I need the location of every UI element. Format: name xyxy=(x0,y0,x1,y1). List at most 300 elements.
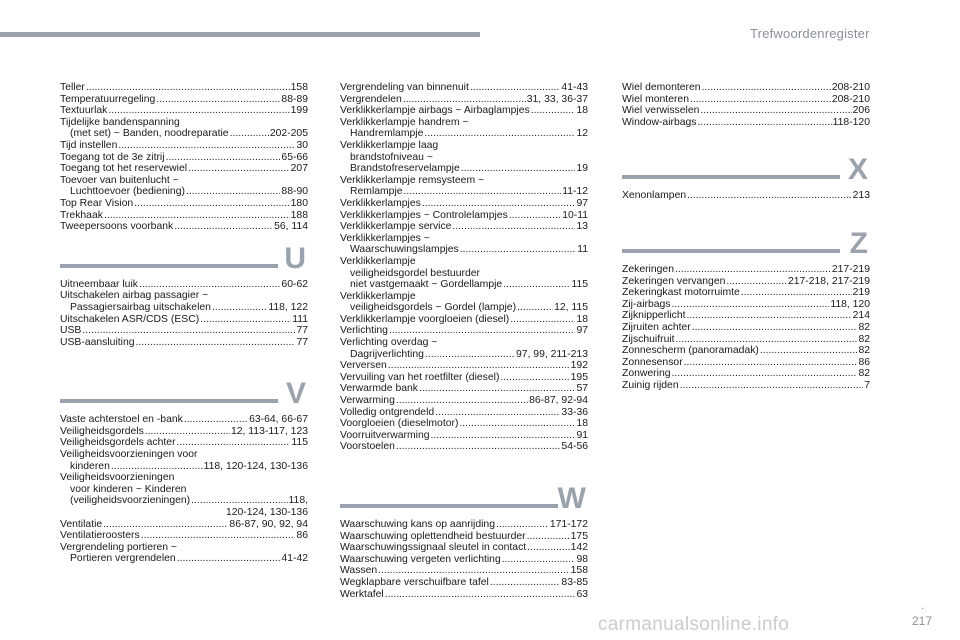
dot-leader xyxy=(470,82,561,94)
index-entry xyxy=(60,414,308,426)
index-entry xyxy=(340,554,588,566)
index-term: Verlichting xyxy=(340,325,388,337)
index-entry xyxy=(60,186,308,198)
index-entry-line: Verklikkerlampjes ~ xyxy=(340,232,430,244)
page-reference: 83-85 xyxy=(561,576,588,588)
page-reference: 217-218, 217-219 xyxy=(787,275,870,287)
index-term: Uitschakelen ASR/CDS (ESC) xyxy=(60,313,200,325)
section-z-letter: Z xyxy=(849,226,868,260)
index-entry xyxy=(340,441,588,453)
index-entry xyxy=(340,519,588,531)
dot-leader xyxy=(141,530,296,542)
page-reference: 188 xyxy=(290,209,308,221)
index-entry xyxy=(60,337,308,349)
index-term: Brandstofreservelampje xyxy=(350,163,460,175)
page-reference: 219 xyxy=(852,287,870,299)
section-x-bar xyxy=(622,175,840,179)
section-u-bar xyxy=(60,264,278,268)
index-term: Passagiersairbag uitschakelen xyxy=(70,301,211,313)
dot-leader xyxy=(139,279,280,291)
index-term: Wiel demonteren xyxy=(622,82,701,93)
page-reference: 30 xyxy=(296,139,308,151)
header-bar xyxy=(0,32,480,37)
dot-leader xyxy=(517,302,553,314)
index-term: (met set) ~ Banden, noodreparatie xyxy=(70,128,229,140)
index-term: Dagrijverlichting xyxy=(350,348,424,360)
index-term: kinderen xyxy=(70,460,110,472)
index-term: Zuinig rijden xyxy=(622,379,679,391)
page-reference: 10-11 xyxy=(562,209,588,221)
page-reference: 18 xyxy=(576,313,588,325)
index-entry xyxy=(340,407,588,419)
index-term: Vergrendelen xyxy=(340,93,402,105)
index-entry xyxy=(60,495,308,507)
index-entry xyxy=(340,314,588,326)
index-entry xyxy=(60,302,308,314)
index-entry xyxy=(340,82,588,94)
section-u-letter: U xyxy=(284,241,306,275)
page-reference: 214 xyxy=(852,310,870,322)
page-reference: 97 xyxy=(576,197,588,209)
dot-leader xyxy=(212,302,267,314)
index-entry-line: Toevoer van buitenlucht ~ xyxy=(60,174,179,186)
dot-leader xyxy=(692,322,858,334)
dot-leader xyxy=(527,542,569,554)
index-entry xyxy=(340,163,588,175)
page-reference: 11-12 xyxy=(562,186,588,198)
page-reference: 88-90 xyxy=(281,186,308,198)
page-reference: 41-43 xyxy=(561,82,588,93)
page-reference: 77 xyxy=(296,336,308,348)
page-reference: 192 xyxy=(570,360,588,372)
index-term: Veiligheidsgordels achter xyxy=(60,437,176,449)
index-entry xyxy=(340,531,588,543)
page-reference: 213 xyxy=(852,190,870,202)
index-entry xyxy=(60,553,308,565)
index-entry-line: Veiligheidsvoorzieningen xyxy=(60,472,175,484)
section-x-letter: X xyxy=(847,153,868,187)
index-entry xyxy=(60,140,308,152)
index-column-1 xyxy=(60,82,308,565)
index-entry xyxy=(60,221,308,233)
index-term: Teller xyxy=(60,82,85,93)
index-term: Tijd instellen xyxy=(60,139,118,151)
entries-v-continued xyxy=(340,82,588,453)
page-reference: 86 xyxy=(296,530,308,542)
dot-leader xyxy=(403,94,526,106)
page-reference: 142 xyxy=(570,542,588,554)
index-term: Toegang tot het reservewiel xyxy=(60,163,188,175)
index-term: Vergrendeling van binnenuit xyxy=(340,82,469,93)
dot-leader xyxy=(396,441,561,453)
page-reference: 82 xyxy=(858,368,870,380)
index-entry xyxy=(340,186,588,198)
page-reference: 171-172 xyxy=(549,519,588,530)
index-entry xyxy=(340,325,588,337)
index-term: Waarschuwing vergeten verlichting xyxy=(340,553,501,565)
dot-leader xyxy=(503,279,570,291)
index-entry xyxy=(622,287,870,299)
index-term: Verversen xyxy=(340,360,387,372)
index-term: Verwarming xyxy=(340,395,395,407)
page-reference: 111 xyxy=(292,313,308,325)
index-entry-line: Verklikkerlampje handrem ~ xyxy=(340,116,469,128)
dot-leader xyxy=(435,407,560,419)
entries-w xyxy=(340,519,588,600)
index-entry xyxy=(340,349,588,361)
index-entry-line: veiligheidsgordel bestuurder xyxy=(350,267,480,279)
index-entry xyxy=(340,372,588,384)
index-term: Wiel monteren xyxy=(622,93,689,105)
dot-leader xyxy=(676,334,858,346)
page-reference: 82 xyxy=(858,321,870,333)
dot-leader xyxy=(136,337,296,349)
page-reference: 19 xyxy=(576,163,588,175)
dot-leader xyxy=(422,198,576,210)
index-term: (veiligheidsvoorzieningen) xyxy=(70,495,191,507)
page-reference: 82 xyxy=(858,333,870,345)
index-column-3 xyxy=(622,82,870,392)
index-term: Trekhaak xyxy=(60,209,103,221)
index-term: Voorgloeien (dieselmotor) xyxy=(340,418,459,430)
page-reference: 41-42 xyxy=(281,553,308,565)
index-term: Verklikkerlampje voorgloeien (diesel) xyxy=(340,313,510,325)
index-entry xyxy=(340,279,588,291)
index-entry xyxy=(340,542,588,554)
dot-leader xyxy=(389,325,575,337)
page-reference: 217-219 xyxy=(831,263,870,275)
section-w-letter: W xyxy=(557,482,586,515)
page-reference: 97 xyxy=(576,325,588,337)
index-entry xyxy=(60,128,308,140)
entries-u xyxy=(60,279,308,349)
index-entry-line: brandstofniveau ~ xyxy=(350,151,433,163)
index-entry xyxy=(60,152,308,164)
dot-leader xyxy=(741,287,852,299)
index-term: Waarschuwingssignaal sleutel in contact xyxy=(340,542,527,554)
index-term: Top Rear Vision xyxy=(60,197,134,209)
dot-leader xyxy=(177,437,291,449)
section-u-header xyxy=(60,243,308,279)
page-reference: 31, 33, 36-37 xyxy=(526,93,588,105)
page-reference: 206 xyxy=(852,105,870,117)
page-reference: 118, 120 xyxy=(830,298,870,310)
index-term: Voorstoelen xyxy=(340,441,395,453)
index-term: Waarschuwing kans op aanrijding xyxy=(340,519,495,530)
dot-leader xyxy=(726,276,787,288)
page-reference: 88-89 xyxy=(281,93,308,105)
index-entry xyxy=(622,94,870,106)
index-entry xyxy=(340,198,588,210)
page-reference: 63-64, 66-67 xyxy=(249,414,308,426)
dot-leader xyxy=(134,198,289,210)
page-reference: 18 xyxy=(576,418,588,430)
index-term: Luchttoevoer (bediening) xyxy=(70,186,185,198)
dot-leader xyxy=(396,395,528,407)
index-term: Temperatuurregeling xyxy=(60,93,156,105)
index-term: USB-aansluiting xyxy=(60,336,135,348)
index-term: Verklikkerlampjes ~ Controlelampjes xyxy=(340,209,508,221)
page-reference: 12, 113-117, 123 xyxy=(230,425,308,437)
index-term: Verklikkerlampjes xyxy=(340,197,421,209)
section-x-header xyxy=(622,154,870,190)
index-entry xyxy=(622,310,870,322)
index-entry xyxy=(340,430,588,442)
index-term: Veiligheidsgordels xyxy=(60,425,144,437)
page-reference: 115 xyxy=(571,279,588,291)
page-reference: 208-210 xyxy=(831,82,870,93)
index-entry-line: Verklikkerlampje xyxy=(340,255,416,267)
index-entry xyxy=(60,279,308,291)
index-term: Portieren vergrendelen xyxy=(70,553,176,565)
index-entry xyxy=(622,190,870,202)
page-reference: 158 xyxy=(570,565,588,577)
dot-leader xyxy=(702,82,831,94)
page-reference: 86-87, 90, 92, 94 xyxy=(229,518,308,530)
dot-leader xyxy=(460,244,576,256)
dot-leader xyxy=(509,210,561,222)
dot-leader xyxy=(461,163,576,175)
page-reference: 12, 115 xyxy=(554,302,588,314)
page-reference: 18 xyxy=(576,105,588,117)
index-term: Wegklapbare verschuifbare tafel xyxy=(340,576,489,588)
dot-leader xyxy=(184,414,248,426)
page-reference: 7 xyxy=(864,379,870,391)
entries-v xyxy=(60,414,308,565)
index-term: Textuurlak xyxy=(60,105,108,117)
index-term: Zijruiten achter xyxy=(622,321,691,333)
dot-leader xyxy=(191,495,287,507)
index-entry xyxy=(60,210,308,222)
dot-leader xyxy=(496,519,549,531)
page-reference: 118, 122 xyxy=(268,301,308,313)
dot-leader xyxy=(156,94,280,106)
section-v-letter: V xyxy=(285,377,306,411)
index-term: niet vastgemaakt ~ Gordellampje xyxy=(350,279,503,291)
page-reference: 207 xyxy=(290,163,308,175)
index-term: Zekeringen vervangen xyxy=(622,275,726,287)
index-term: Ventilatie xyxy=(60,518,103,530)
index-entry xyxy=(622,380,870,392)
dot-leader xyxy=(700,105,851,117)
page-reference: 86-87, 92-94 xyxy=(529,395,588,407)
dot-leader xyxy=(86,82,290,94)
dot-leader xyxy=(672,299,830,311)
index-term: Handremlampje xyxy=(350,128,424,140)
dot-leader xyxy=(510,314,575,326)
dot-leader xyxy=(527,531,570,543)
index-entry-line: Tijdelijke bandenspanning xyxy=(60,116,180,128)
index-entry xyxy=(622,264,870,276)
section-w-bar xyxy=(340,504,558,508)
index-entry-line: Veiligheidsvoorzieningen voor xyxy=(60,449,198,461)
dot-leader xyxy=(230,128,269,140)
dot-leader xyxy=(111,461,203,473)
index-term: Zijknipperlicht xyxy=(622,310,686,322)
index-entry xyxy=(622,299,870,311)
dot-leader xyxy=(118,140,295,152)
index-entry-line: Verklikkerlampje xyxy=(340,290,416,302)
index-entry-line: Verklikkerlampje laag xyxy=(340,139,439,151)
index-entry-line: voor kinderen ~ Kinderen xyxy=(70,483,187,495)
dot-leader xyxy=(174,221,273,233)
dot-leader xyxy=(687,190,852,202)
index-entry xyxy=(60,94,308,106)
dot-leader xyxy=(687,310,852,322)
index-entry xyxy=(340,360,588,372)
page-reference: 98 xyxy=(576,553,588,565)
page-reference: 54-56 xyxy=(561,441,588,453)
index-entry xyxy=(622,117,870,129)
index-term: Zij-airbags xyxy=(622,298,671,310)
index-term: Waarschuwing oplettendheid bestuurder xyxy=(340,530,526,542)
index-entry xyxy=(340,105,588,117)
index-entry-line: Verklikkerlampje remsysteem ~ xyxy=(340,174,485,186)
index-entry xyxy=(340,589,588,601)
index-term: Zonwering xyxy=(622,368,671,380)
index-entry xyxy=(60,105,308,117)
watermark: carmanualsonline.info xyxy=(598,614,790,635)
page-reference: 65-66 xyxy=(281,151,308,163)
index-term: Zijschuifruit xyxy=(622,333,675,345)
footer-dot: . xyxy=(921,598,925,612)
dot-leader xyxy=(431,430,576,442)
index-entry xyxy=(622,334,870,346)
page-reference: 63 xyxy=(576,588,588,600)
page-reference: 60-62 xyxy=(281,278,308,290)
page-reference: 208-210 xyxy=(831,93,870,105)
dot-leader xyxy=(186,186,280,198)
dot-leader xyxy=(698,117,832,129)
page-reference: 202-205 xyxy=(269,128,308,140)
section-z-bar xyxy=(622,249,840,253)
section-v-header xyxy=(60,378,308,414)
index-term: USB xyxy=(60,325,82,337)
page-reference: 82 xyxy=(858,345,870,357)
page-reference: 86 xyxy=(858,356,870,368)
dot-leader xyxy=(82,325,295,337)
section-v-bar xyxy=(60,399,278,403)
index-entry xyxy=(60,530,308,542)
index-term: veiligheidsgordels ~ Gordel (lampje) xyxy=(350,302,517,314)
index-entry xyxy=(340,577,588,589)
page-reference: 56, 114 xyxy=(274,221,308,233)
index-entry xyxy=(622,322,870,334)
index-entry xyxy=(60,198,308,210)
index-term: Vaste achterstoel en -bank xyxy=(60,414,183,426)
entries-z xyxy=(622,264,870,392)
index-entry xyxy=(340,128,588,140)
dot-leader xyxy=(672,368,858,380)
dot-leader xyxy=(388,360,570,372)
section-w-header xyxy=(340,483,588,519)
entries-w-continued xyxy=(622,82,870,128)
dot-leader xyxy=(188,163,290,175)
page-reference: 115 xyxy=(291,437,308,449)
dot-leader xyxy=(459,418,575,430)
page-reference: 195 xyxy=(570,371,588,383)
dot-leader xyxy=(108,105,289,117)
index-term: Uitneembaar luik xyxy=(60,278,138,290)
page-reference: 118-120 xyxy=(832,116,870,128)
index-term: Verklikkerlampje airbags ~ Airbaglampjes xyxy=(340,105,530,117)
index-entry xyxy=(340,244,588,256)
dot-leader xyxy=(684,357,858,369)
index-term: Waarschuwingslampjes xyxy=(350,244,459,256)
dot-leader xyxy=(452,221,575,233)
dot-leader xyxy=(385,589,576,601)
dot-leader xyxy=(404,186,562,198)
page-reference: 175 xyxy=(570,530,588,542)
page-reference: 12 xyxy=(576,128,588,140)
index-entry xyxy=(622,345,870,357)
index-entry xyxy=(60,437,308,449)
index-term: Zonnescherm (panoramadak) xyxy=(622,345,759,357)
index-entry xyxy=(60,325,308,337)
page-reference: 180 xyxy=(290,197,308,209)
dot-leader xyxy=(104,210,290,222)
page-reference: 118, 120-124, 130-136 xyxy=(203,460,308,472)
page-reference: 13 xyxy=(576,221,588,233)
index-entry xyxy=(622,105,870,117)
index-entry xyxy=(340,565,588,577)
index-term: Zekeringkast motorruimte xyxy=(622,287,740,299)
index-entry-line: 120-124, 130-136 xyxy=(225,507,308,519)
index-entry xyxy=(622,276,870,288)
index-entry xyxy=(340,383,588,395)
index-column-2 xyxy=(340,82,588,600)
page-reference: 97, 99, 211-213 xyxy=(515,348,588,360)
index-term: Verwarmde bank xyxy=(340,383,418,395)
index-term: Voorruitverwarming xyxy=(340,429,430,441)
entries-t xyxy=(60,82,308,233)
dot-leader xyxy=(103,519,228,531)
index-term: Verklikkerlampje service xyxy=(340,221,452,233)
dot-leader xyxy=(200,314,291,326)
page-header-title: Trefwoordenregister xyxy=(750,26,870,41)
dot-leader xyxy=(680,380,864,392)
index-term: Ventilatieroosters xyxy=(60,530,140,542)
dot-leader xyxy=(424,128,575,140)
index-term: Tweepersoons voorbank xyxy=(60,221,174,233)
dot-leader xyxy=(425,349,515,361)
page-reference: 118, xyxy=(288,495,308,507)
index-entry-line: Verlichting overdag ~ xyxy=(340,337,438,349)
index-entry xyxy=(622,368,870,380)
index-term: Werktafel xyxy=(340,588,384,600)
index-entry xyxy=(622,357,870,369)
dot-leader xyxy=(531,105,576,117)
dot-leader xyxy=(166,152,281,164)
index-entry xyxy=(60,519,308,531)
index-entry xyxy=(340,395,588,407)
entries-x xyxy=(622,190,870,202)
index-entry xyxy=(60,82,308,94)
dot-leader xyxy=(419,383,575,395)
index-term: Remlampje xyxy=(350,186,403,198)
index-entry xyxy=(60,163,308,175)
index-entry-line: Uitschakelen airbag passagier ~ xyxy=(60,290,209,302)
index-entry-line: Vergrendeling portieren ~ xyxy=(60,541,177,553)
page-reference: 158 xyxy=(290,82,308,93)
index-entry xyxy=(340,94,588,106)
index-term: Vervuiling van het roetfilter (diesel) xyxy=(340,371,500,383)
dot-leader xyxy=(675,264,831,276)
page-reference: 57 xyxy=(576,383,588,395)
index-term: Toegang tot de 3e zitrij xyxy=(60,151,165,163)
dot-leader xyxy=(500,372,569,384)
index-entry xyxy=(340,210,588,222)
